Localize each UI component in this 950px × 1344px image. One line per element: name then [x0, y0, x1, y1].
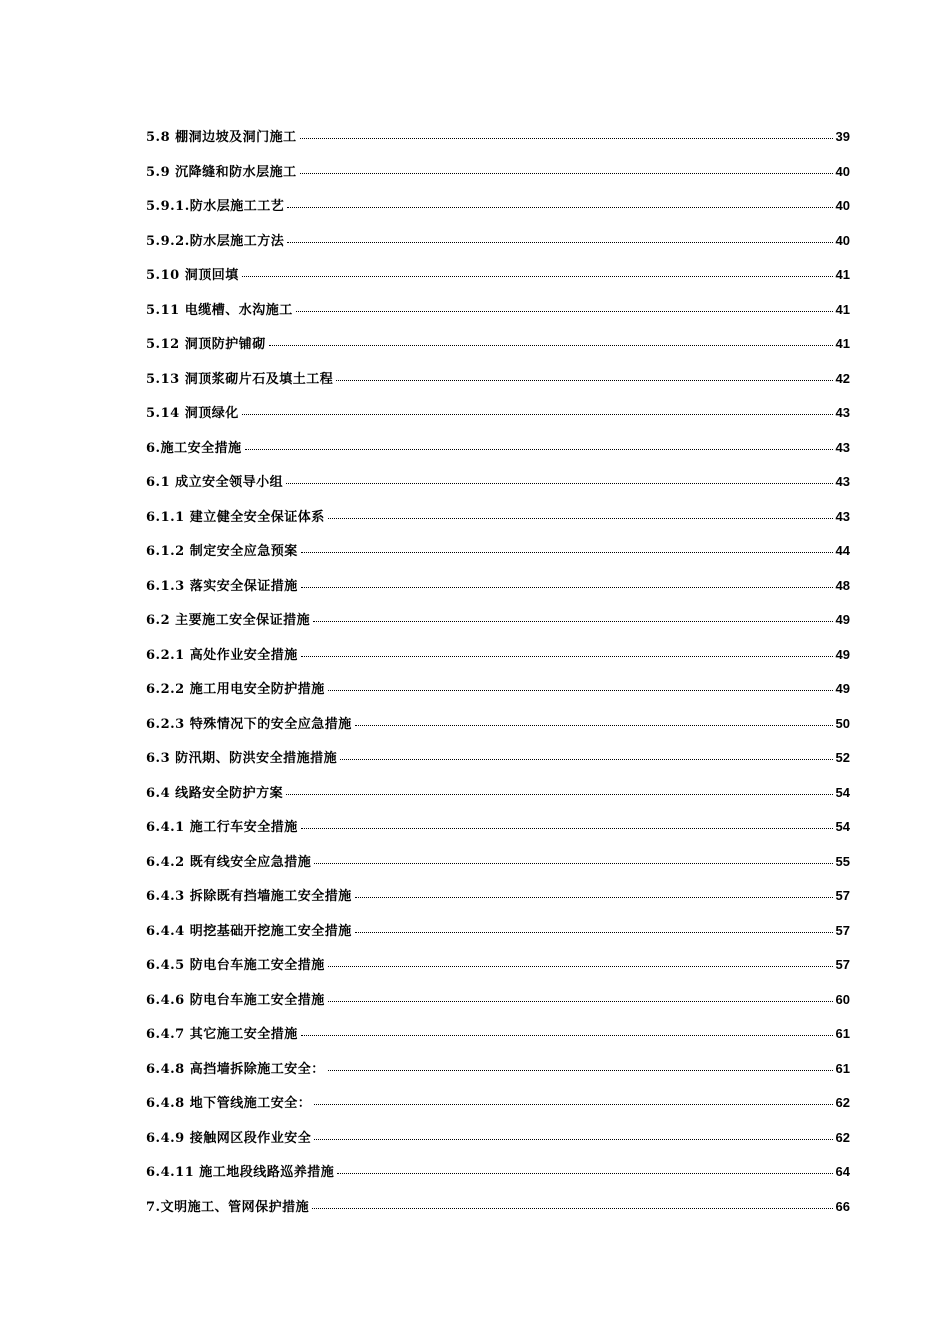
toc-entry-page-number: 43: [835, 474, 850, 489]
toc-entry-title: 6.1.3 落实安全保证措施: [146, 578, 298, 594]
toc-entry-title: 5.8 棚洞边坡及洞门施工: [146, 130, 297, 145]
toc-entry-title: 6.4.1 施工行车安全措施: [146, 820, 298, 835]
toc-dot-leader: [301, 828, 833, 829]
toc-entry-page-number: 50: [835, 715, 850, 731]
toc-entry-title: 6.4.5 防电台车施工安全措施: [146, 958, 325, 973]
table-of-contents: [146, 126, 850, 1230]
toc-entry-title: 5.10 洞顶回填: [146, 268, 239, 283]
toc-entry[interactable]: [146, 713, 850, 748]
toc-dot-leader: [336, 380, 832, 381]
toc-entry-title: 5.9 沉降缝和防水层施工: [146, 164, 297, 180]
toc-entry-title: 6.4.3 拆除既有挡墙施工安全措施: [146, 889, 352, 904]
toc-dot-leader: [301, 1035, 833, 1036]
toc-entry-page-number: 42: [835, 370, 850, 386]
toc-entry-page-number: 62: [835, 1129, 850, 1145]
toc-entry-page-number: 43: [835, 508, 850, 524]
toc-entry-page-number: 52: [835, 750, 850, 765]
toc-entry-page-number: 43: [835, 439, 850, 455]
toc-entry-page-number: 62: [835, 1095, 850, 1110]
toc-dot-leader: [286, 794, 832, 795]
toc-entry[interactable]: [146, 920, 850, 955]
toc-entry[interactable]: [146, 161, 850, 196]
toc-entry-page-number: 41: [835, 336, 850, 351]
toc-dot-leader: [286, 483, 832, 484]
toc-entry-page-number: 57: [835, 957, 850, 972]
toc-entry-page-number: 64: [835, 1164, 850, 1179]
toc-dot-leader: [300, 138, 833, 139]
toc-entry[interactable]: [146, 851, 850, 886]
toc-entry-title: 6.1 成立安全领导小组: [146, 475, 284, 490]
toc-entry[interactable]: [146, 195, 850, 230]
toc-dot-leader: [314, 1104, 832, 1105]
toc-entry[interactable]: [146, 1058, 850, 1093]
toc-entry-page-number: 44: [835, 543, 850, 558]
toc-entry-page-number: 48: [835, 577, 850, 593]
toc-entry-title: 6.4.8 高挡墙拆除施工安全：: [146, 1061, 325, 1077]
toc-dot-leader: [328, 1070, 833, 1071]
toc-entry[interactable]: [146, 678, 850, 713]
toc-entry-page-number: 60: [835, 991, 850, 1007]
toc-dot-leader: [313, 621, 832, 622]
toc-entry[interactable]: [146, 540, 850, 575]
toc-entry-title: 5.9.1.防水层施工工艺: [146, 199, 285, 214]
toc-dot-leader: [355, 897, 833, 898]
toc-dot-leader: [301, 587, 833, 588]
toc-entry-page-number: 40: [835, 163, 850, 179]
toc-entry[interactable]: [146, 402, 850, 437]
toc-dot-leader: [296, 311, 833, 312]
toc-entry[interactable]: [146, 885, 850, 920]
toc-dot-leader: [300, 173, 833, 174]
toc-dot-leader: [287, 242, 832, 243]
toc-entry[interactable]: [146, 471, 850, 506]
toc-dot-leader: [355, 932, 833, 933]
toc-entry-page-number: 54: [835, 819, 850, 834]
toc-entry[interactable]: [146, 1023, 850, 1058]
toc-entry-title: 6.4.4 明挖基础开挖施工安全措施: [146, 923, 352, 939]
toc-dot-leader: [301, 656, 833, 657]
toc-entry-page-number: 57: [835, 922, 850, 938]
toc-dot-leader: [287, 207, 832, 208]
toc-entry-page-number: 39: [835, 129, 850, 144]
toc-dot-leader: [314, 863, 832, 864]
toc-entry-page-number: 54: [835, 784, 850, 800]
toc-dot-leader: [312, 1208, 832, 1209]
toc-entry-title: 6.4.6 防电台车施工安全措施: [146, 992, 325, 1008]
toc-dot-leader: [301, 552, 833, 553]
toc-dot-leader: [314, 1139, 832, 1140]
toc-entry-page-number: 41: [835, 267, 850, 282]
toc-entry-page-number: 49: [835, 681, 850, 696]
toc-entry-title: 6.4.2 既有线安全应急措施: [146, 854, 312, 870]
toc-entry-page-number: 61: [835, 1026, 850, 1041]
toc-entry-page-number: 55: [835, 853, 850, 869]
toc-entry-page-number: 49: [835, 646, 850, 662]
toc-entry[interactable]: [146, 1196, 850, 1231]
toc-entry[interactable]: [146, 437, 850, 472]
toc-entry[interactable]: [146, 747, 850, 782]
toc-entry[interactable]: [146, 954, 850, 989]
toc-dot-leader: [340, 759, 832, 760]
toc-entry-title: 5.9.2.防水层施工方法: [146, 233, 285, 249]
toc-dot-leader: [245, 449, 833, 450]
toc-entry-title: 6.2.3 特殊情况下的安全应急措施: [146, 716, 352, 732]
toc-entry-title: 6.2.2 施工用电安全防护措施: [146, 682, 325, 697]
toc-entry-title: 6.4.9 接触网区段作业安全: [146, 1130, 312, 1146]
toc-entry-title: 6.施工安全措施: [146, 440, 242, 456]
toc-entry-title: 5.14 洞顶绿化: [146, 406, 239, 421]
toc-entry-title: 5.13 洞顶浆砌片石及填土工程: [146, 371, 334, 387]
toc-entry[interactable]: [146, 506, 850, 541]
toc-entry-title: 6.2.1 高处作业安全措施: [146, 647, 298, 663]
toc-entry[interactable]: [146, 1161, 850, 1196]
toc-entry-title: 5.12 洞顶防护铺砌: [146, 337, 266, 352]
toc-entry[interactable]: [146, 333, 850, 368]
toc-entry-title: 6.4.8 地下管线施工安全：: [146, 1096, 312, 1111]
toc-dot-leader: [328, 966, 833, 967]
toc-entry-title: 6.4 线路安全防护方案: [146, 785, 284, 801]
toc-entry[interactable]: [146, 989, 850, 1024]
toc-entry[interactable]: [146, 264, 850, 299]
toc-dot-leader: [328, 518, 833, 519]
toc-entry-page-number: 41: [835, 301, 850, 317]
toc-entry[interactable]: [146, 1092, 850, 1127]
toc-entry[interactable]: [146, 609, 850, 644]
toc-entry[interactable]: [146, 368, 850, 403]
toc-entry-title: 6.2 主要施工安全保证措施: [146, 613, 311, 628]
toc-dot-leader: [242, 414, 833, 415]
toc-dot-leader: [337, 1173, 832, 1174]
toc-entry-page-number: 43: [835, 405, 850, 420]
toc-entry[interactable]: [146, 575, 850, 610]
toc-dot-leader: [328, 1001, 833, 1002]
toc-entry-page-number: 49: [835, 612, 850, 627]
toc-entry-title: 6.1.2 制定安全应急预案: [146, 544, 298, 559]
toc-entry[interactable]: [146, 782, 850, 817]
toc-dot-leader: [242, 276, 833, 277]
toc-entry-title: 7.文明施工、管网保护措施: [146, 1199, 310, 1215]
toc-dot-leader: [328, 690, 833, 691]
toc-entry-title: 6.3 防汛期、防洪安全措施措施: [146, 751, 338, 766]
toc-dot-leader: [269, 345, 833, 346]
toc-entry[interactable]: [146, 126, 850, 161]
toc-entry[interactable]: [146, 1127, 850, 1162]
toc-entry[interactable]: [146, 816, 850, 851]
toc-entry-title: 6.4.11 施工地段线路巡养措施: [146, 1165, 335, 1180]
toc-entry[interactable]: [146, 230, 850, 265]
toc-entry-title: 6.1.1 建立健全安全保证体系: [146, 509, 325, 525]
toc-entry[interactable]: [146, 299, 850, 334]
toc-entry-page-number: 57: [835, 888, 850, 903]
toc-entry-page-number: 40: [835, 232, 850, 248]
toc-dot-leader: [355, 725, 833, 726]
toc-entry-page-number: 66: [835, 1198, 850, 1214]
toc-entry-page-number: 40: [835, 198, 850, 213]
toc-entry-page-number: 61: [835, 1060, 850, 1076]
toc-entry[interactable]: [146, 644, 850, 679]
toc-entry-title: 5.11 电缆槽、水沟施工: [146, 302, 293, 318]
toc-entry-title: 6.4.7 其它施工安全措施: [146, 1027, 298, 1042]
